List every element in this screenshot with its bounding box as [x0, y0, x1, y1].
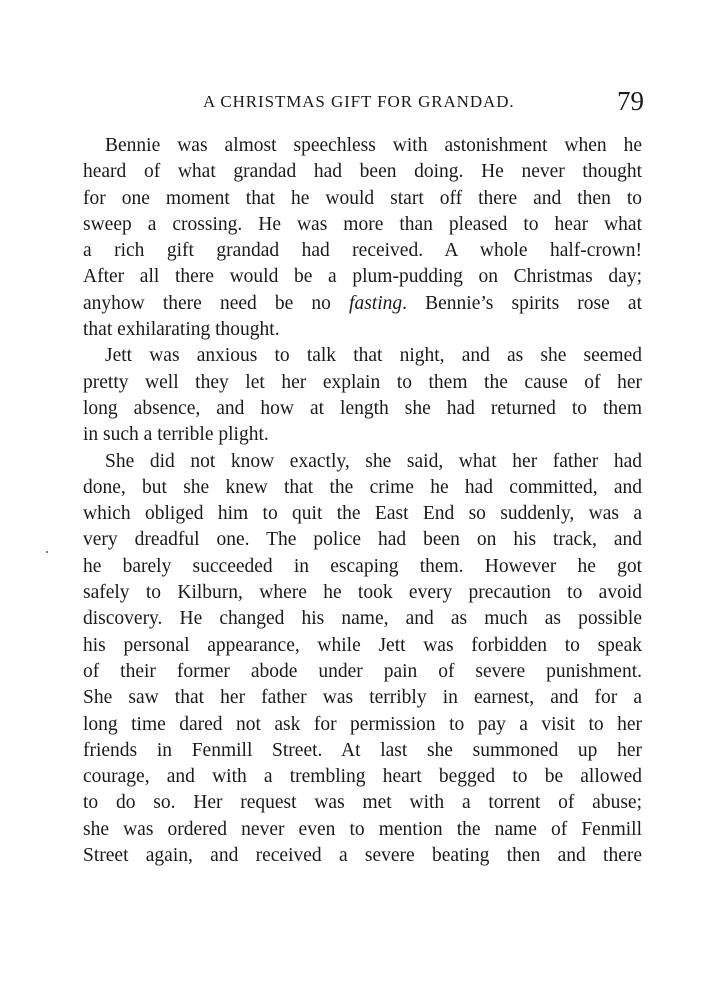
- text-line: pretty well they let her explain to them the cause of her: [83, 371, 642, 393]
- text-line: friends in Fenmill Street. At last she summoned up her: [83, 739, 642, 761]
- body-text: [83, 133, 642, 869]
- text-line: she was ordered never even to mention the name of Fenmill: [83, 818, 642, 840]
- text-line: discovery. He changed his name, and as much as possible: [83, 608, 642, 630]
- text-line: very dreadful one. The police had been on his track, and: [83, 529, 642, 551]
- text-line: his personal appearance, while Jett was forbidden to speak: [83, 634, 642, 656]
- text-line: heard of what grandad had been doing. He never thought: [83, 161, 642, 183]
- paragraph-2: [83, 343, 642, 448]
- paragraph-3: [83, 449, 642, 870]
- text-line: Street again, and received a severe beating then and there: [83, 845, 642, 867]
- paragraph-1: [83, 133, 642, 343]
- text-line: safely to Kilburn, where he took every precaution to avoid: [83, 582, 642, 604]
- text-line: sweep a crossing. He was more than pleased to hear what: [83, 213, 642, 235]
- italic-word: fasting: [349, 292, 403, 314]
- text-line: in such a terrible plight.: [83, 424, 269, 446]
- running-title: A CHRISTMAS GIFT FOR GRANDAD.: [203, 92, 515, 111]
- text-line: Jett was anxious to talk that night, and as she seemed: [105, 345, 642, 367]
- text-line: of their former abode under pain of severe punishment.: [83, 660, 642, 682]
- text-line: done, but she knew that the crime he had committed, and: [83, 476, 642, 498]
- text-line: that exhilarating thought.: [83, 319, 280, 341]
- text-line: which obliged him to quit the East End so suddenly, was a: [83, 503, 642, 525]
- text-line: long time dared not ask for permission to pay a visit to her: [83, 713, 642, 735]
- text-line: After all there would be a plum-pudding on Christmas day;: [83, 266, 642, 288]
- text-line: a rich gift grandad had received. A whole half-crown!: [83, 240, 642, 262]
- text-line: for one moment that he would start off there and then to: [83, 187, 642, 209]
- text-line: Bennie was almost speechless with astonishment when he: [105, 135, 642, 156]
- text-line: to do so. Her request was met with a torrent of abuse;: [83, 792, 642, 814]
- page-number: 79: [617, 86, 644, 116]
- text-line: She saw that her father was terribly in earnest, and for a: [83, 687, 642, 709]
- text-line: courage, and with a trembling heart begged to be allowed: [83, 766, 642, 788]
- text-line: She did not know exactly, she said, what her father had: [105, 450, 642, 472]
- text-run: . Bennie’s spirits rose at: [402, 292, 642, 314]
- running-header: [0, 88, 719, 124]
- text-line-with-italic: [83, 291, 642, 317]
- text-line: he barely succeeded in escaping them. However he got: [83, 555, 642, 577]
- paper-speck: [46, 551, 48, 553]
- text-run: anyhow there need be no: [83, 292, 331, 314]
- text-line: long absence, and how at length she had returned to them: [83, 397, 642, 419]
